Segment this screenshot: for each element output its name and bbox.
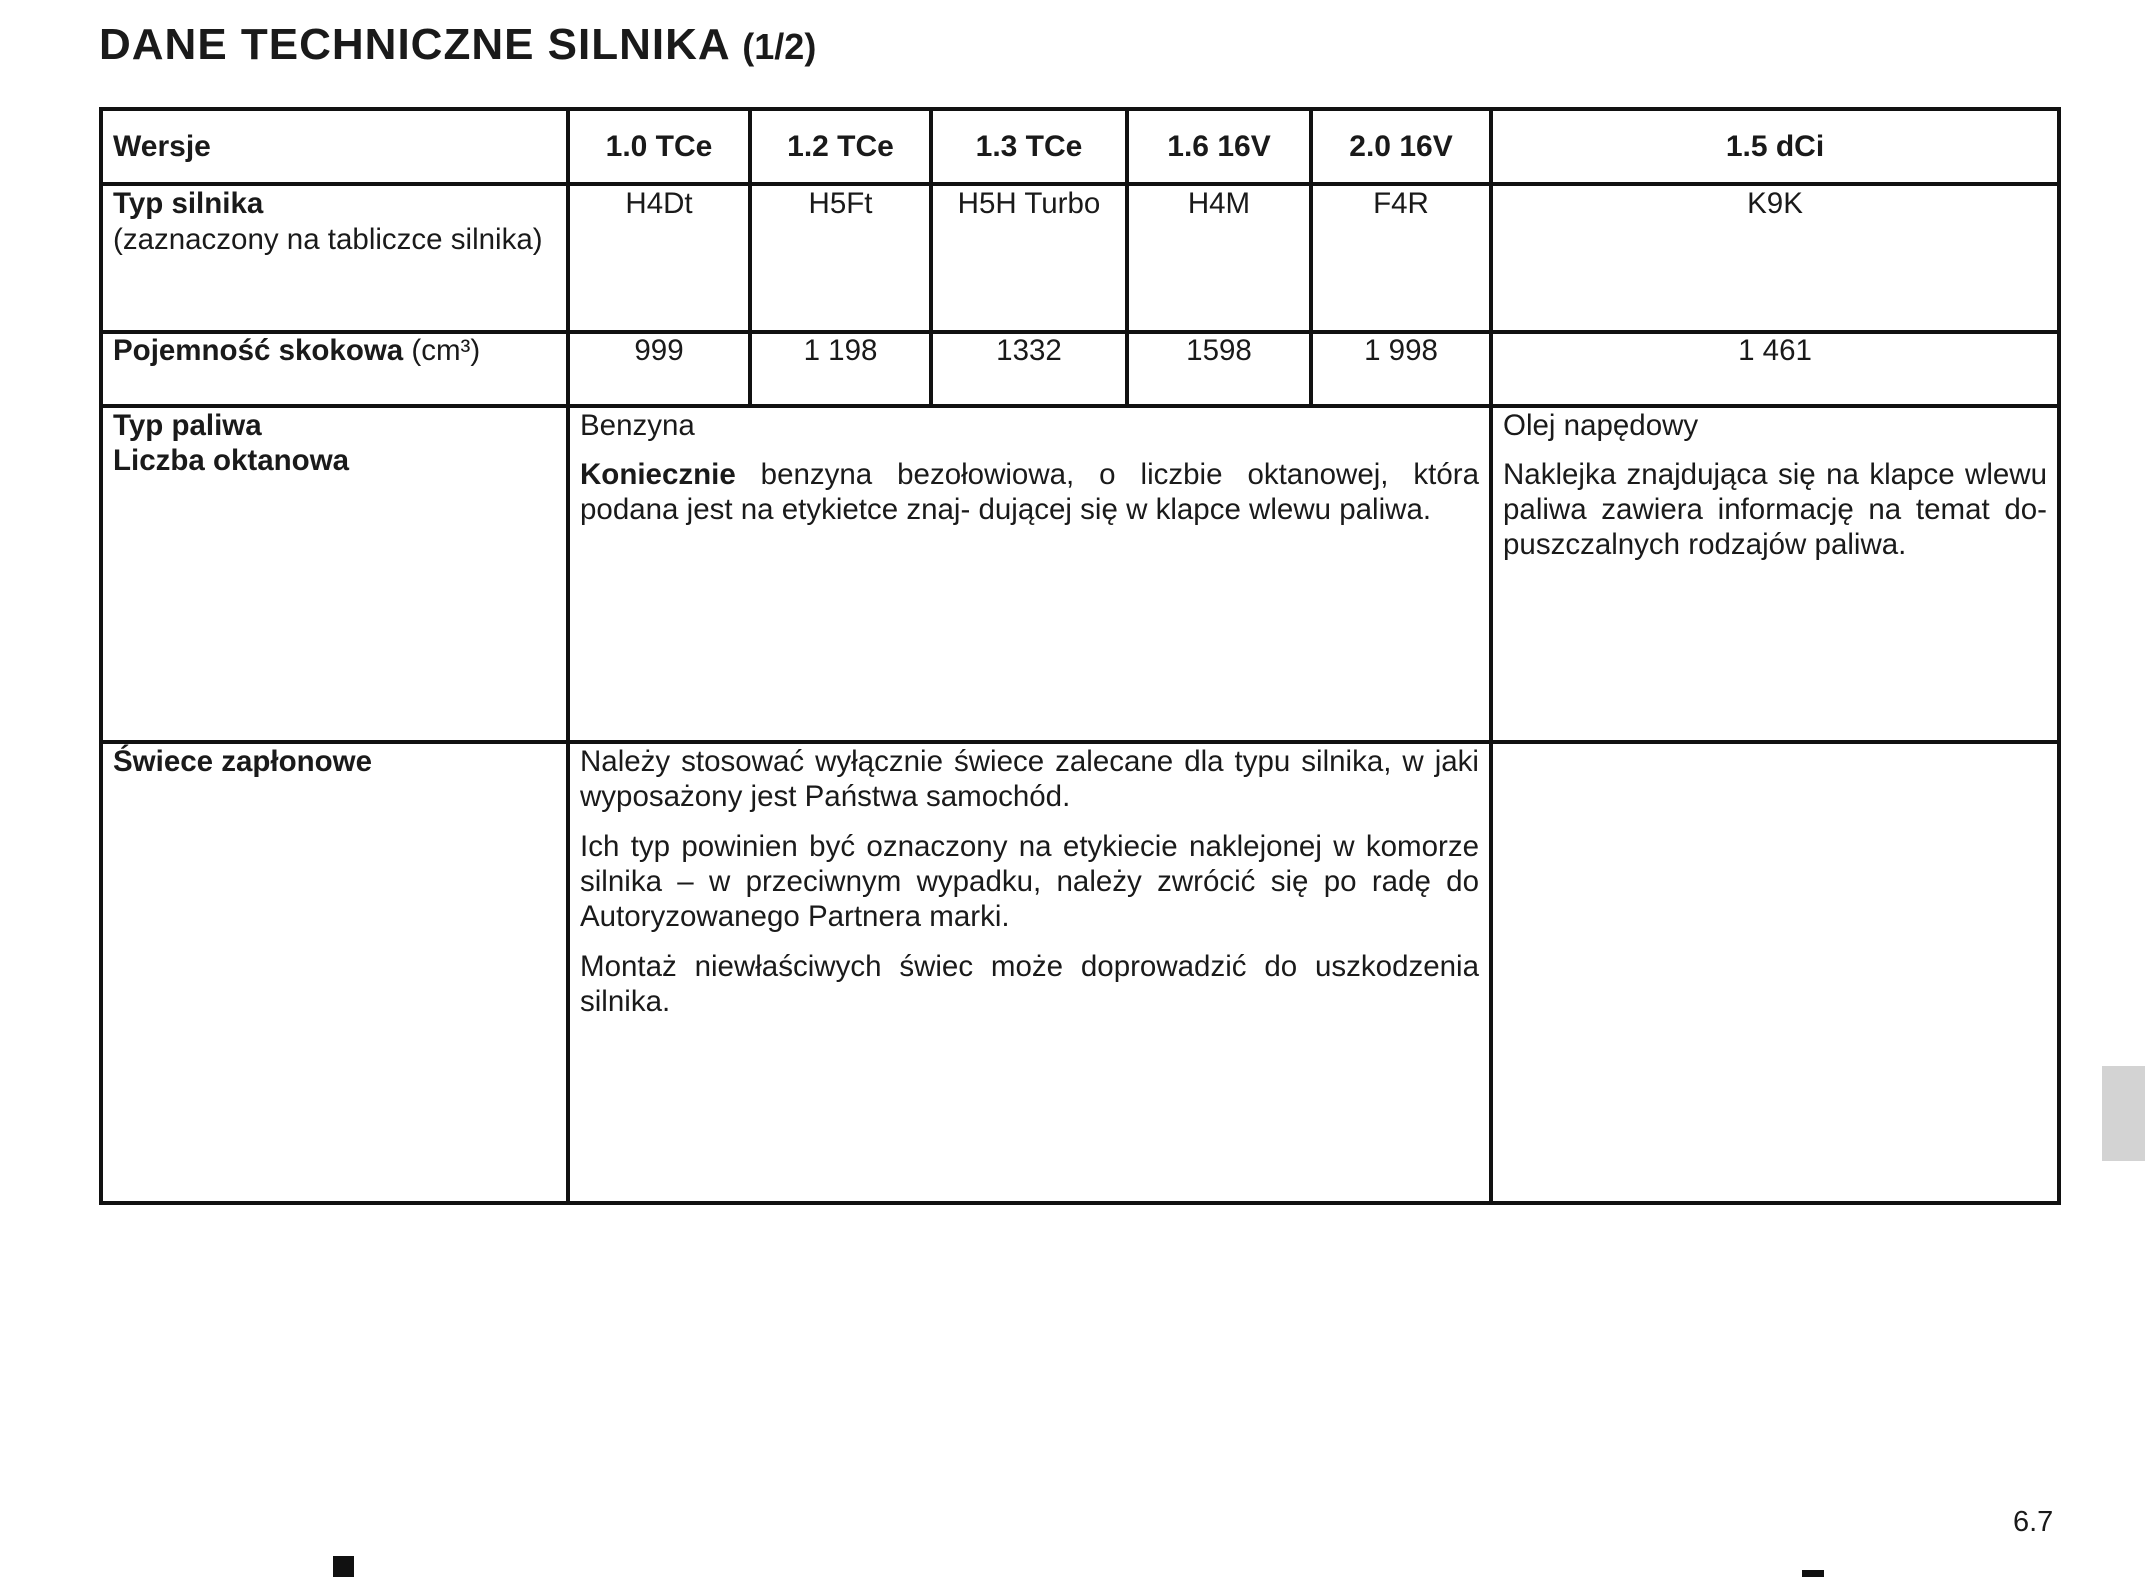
spark-plug-info-cell bbox=[568, 742, 1491, 1203]
capacity-value: 1 998 bbox=[1311, 332, 1491, 406]
spark-plug-para: Ich typ powinien być oznaczony na etykiecie naklejonej w komorze silnika – w przeciwnym wypadku, należy zwrócić się po radę do Autoryzowanego Partnera marki. bbox=[580, 830, 1479, 933]
version-header: 1.6 16V bbox=[1127, 109, 1311, 184]
version-header: 2.0 16V bbox=[1311, 109, 1491, 184]
diesel-text: Naklejka znajdująca się na klapce wlewu paliwa zawiera informację na temat do- puszczalnych rodzajów paliwa. bbox=[1503, 458, 2047, 561]
version-header: 1.2 TCe bbox=[750, 109, 931, 184]
petrol-cell bbox=[568, 406, 1491, 742]
engine-type-label-cell bbox=[101, 184, 568, 332]
capacity-value: 1 461 bbox=[1491, 332, 2059, 406]
engine-type-value: F4R bbox=[1311, 184, 1491, 332]
petrol-body: benzyna bezołowiowa, o liczbie oktanowej, która podana jest na etykietce znaj- dującej się w klapce wlewu paliwa. bbox=[580, 458, 1479, 526]
engine-type-value: H5Ft bbox=[750, 184, 931, 332]
capacity-label: Pojemność skokowa bbox=[113, 334, 404, 367]
engine-type-sublabel: (zaznaczony na tabliczce silnika) bbox=[113, 223, 543, 256]
petrol-bold: Koniecznie bbox=[580, 458, 736, 491]
header-label: Wersje bbox=[101, 109, 568, 184]
title-main: DANE TECHNICZNE SILNIKA bbox=[99, 20, 730, 69]
diesel-title: Olej napędowy bbox=[1503, 409, 1699, 442]
engine-type-value: H4Dt bbox=[568, 184, 750, 332]
engine-spec-table bbox=[99, 107, 2061, 1205]
engine-type-value: H5H Turbo bbox=[931, 184, 1127, 332]
capacity-unit: (cm³) bbox=[411, 334, 481, 367]
engine-type-value: H4M bbox=[1127, 184, 1311, 332]
engine-type-value: K9K bbox=[1491, 184, 2059, 332]
capacity-value: 1598 bbox=[1127, 332, 1311, 406]
section-tab-marker bbox=[2102, 1066, 2145, 1161]
capacity-value: 1 198 bbox=[750, 332, 931, 406]
fuel-label-cell bbox=[101, 406, 568, 742]
capacity-value: 999 bbox=[568, 332, 750, 406]
capacity-row bbox=[101, 332, 2059, 406]
capacity-label-cell bbox=[101, 332, 568, 406]
table-header-row bbox=[101, 109, 2059, 184]
engine-type-row bbox=[101, 184, 2059, 332]
title-suffix: (1/2) bbox=[742, 26, 817, 67]
octane-label: Liczba oktanowa bbox=[113, 444, 350, 477]
version-header: 1.0 TCe bbox=[568, 109, 750, 184]
page-number: 6.7 bbox=[2013, 1506, 2054, 1538]
spark-plug-para: Montaż niewłaściwych świec może doprowadzić do uszkodzenia silnika. bbox=[580, 950, 1479, 1018]
petrol-text bbox=[580, 457, 1479, 527]
version-header: 1.3 TCe bbox=[931, 109, 1127, 184]
spark-plug-para: Należy stosować wyłącznie świece zalecane dla typu silnika, w jaki wyposażony jest Państwa samochód. bbox=[580, 745, 1479, 813]
diesel-cell bbox=[1491, 406, 2059, 742]
spark-plug-label-cell bbox=[101, 742, 568, 1203]
spark-plug-label: Świece zapłonowe bbox=[113, 745, 373, 778]
engine-type-label: Typ silnika bbox=[113, 187, 264, 220]
crop-mark bbox=[1802, 1570, 1824, 1577]
fuel-type-label: Typ paliwa bbox=[113, 409, 262, 442]
capacity-value: 1332 bbox=[931, 332, 1127, 406]
crop-mark bbox=[333, 1556, 354, 1577]
version-header: 1.5 dCi bbox=[1491, 109, 2059, 184]
spark-plug-row bbox=[101, 742, 2059, 1203]
petrol-title: Benzyna bbox=[580, 409, 695, 442]
fuel-row bbox=[101, 406, 2059, 742]
page-title bbox=[99, 20, 816, 70]
spark-plug-empty-cell bbox=[1491, 742, 2059, 1203]
